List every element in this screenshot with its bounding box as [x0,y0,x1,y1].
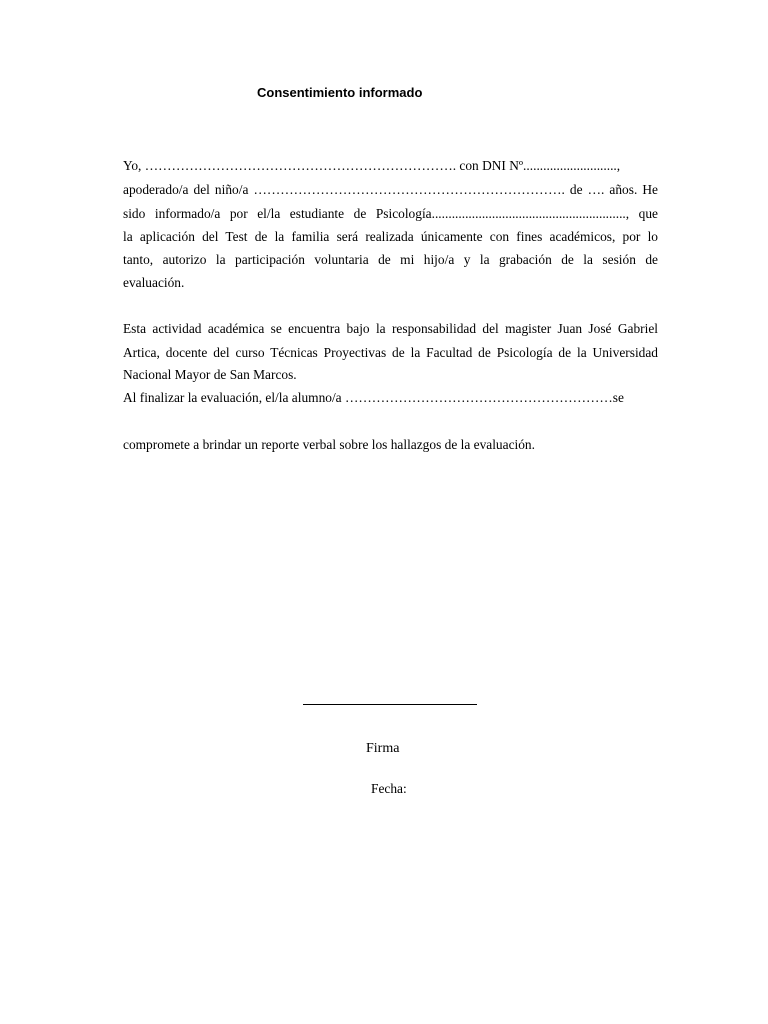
date-label: Fecha: [371,781,407,796]
consent-text-line: tanto, autorizo la participación voluntaria de mi hijo/a y la grabación de la sesión de [123,252,658,267]
responsibility-text-line: Esta actividad académica se encuentra bajo la responsabilidad del magister Juan José Gabriel [123,321,658,336]
responsibility-text-line: Nacional Mayor de San Marcos. [123,367,297,382]
commitment-text-line: compromete a brindar un reporte verbal sobre los hallazgos de la evaluación. [123,437,535,452]
signature-line [303,704,477,705]
consent-text-line: Yo, ……………………………………………………………. con DNI Nº............................, [123,158,621,173]
consent-text-line: la aplicación del Test de la familia será realizada únicamente con fines académicos, por lo [123,229,658,244]
responsibility-text-line: Al finalizar la evaluación, el/la alumno/a ……………………………………………………se [123,390,624,405]
consent-text-line: evaluación. [123,275,185,290]
document-title: Consentimiento informado [257,85,423,100]
consent-text-line: apoderado/a del niño/a ……………………………………………………………. de …. años. He [123,182,658,197]
consent-text-line: sido informado/a por el/la estudiante de Psicología.........................................................., que [123,206,658,221]
signature-label: Firma [366,741,400,756]
responsibility-text-line: Artica, docente del curso Técnicas Proyectivas de la Facultad de Psicología de la Universidad [123,345,658,360]
